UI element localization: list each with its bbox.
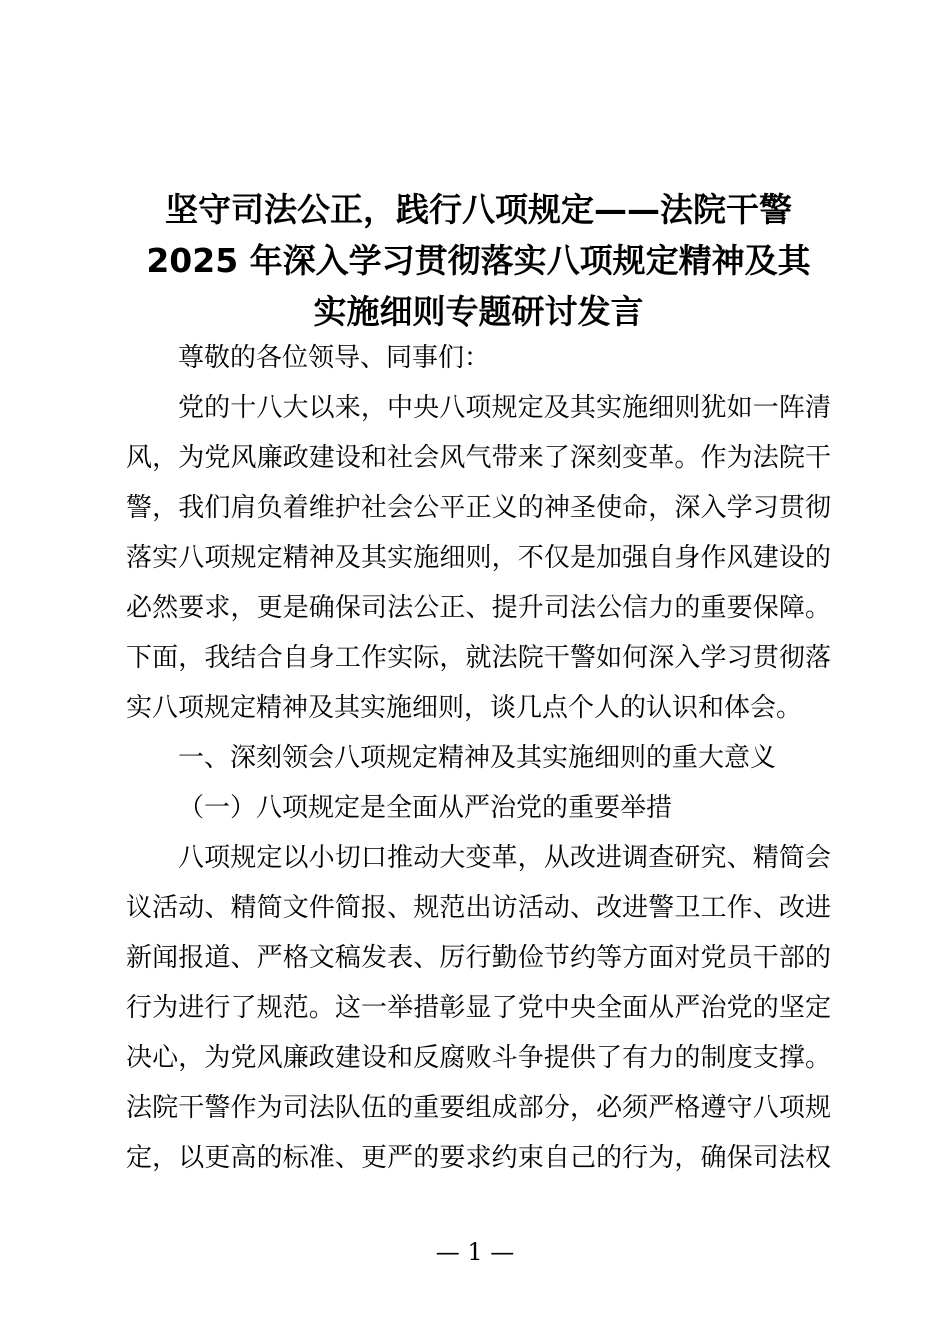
paragraph-line: 实八项规定精神及其实施细则，谈几点个人的认识和体会。 bbox=[126, 693, 803, 723]
paragraph-line: 议活动、精简文件简报、规范出访活动、改进警卫工作、改进 bbox=[126, 893, 831, 923]
paragraph-line: 落实八项规定精神及其实施细则，不仅是加强自身作风建设的 bbox=[126, 543, 831, 573]
section-heading: 一、深刻领会八项规定精神及其实施细则的重大意义 bbox=[178, 743, 777, 773]
paragraph-line: 必然要求，更是确保司法公正、提升司法公信力的重要保障。 bbox=[126, 593, 831, 623]
paragraph-line: 新闻报道、严格文稿发表、厉行勤俭节约等方面对党员干部的 bbox=[126, 943, 831, 973]
paragraph-line: 警，我们肩负着维护社会公平正义的神圣使命，深入学习贯彻 bbox=[126, 493, 831, 523]
salutation-paragraph bbox=[126, 333, 831, 383]
title-line: 坚守司法公正，践行八项规定——法院干警 bbox=[165, 190, 792, 229]
section-heading-paragraph bbox=[126, 733, 831, 783]
paragraph-line: 法院干警作为司法队伍的重要组成部分，必须严格遵守八项规 bbox=[126, 1093, 831, 1123]
paragraph-line: 党的十八大以来，中央八项规定及其实施细则犹如一阵清 bbox=[178, 393, 831, 423]
intro-paragraph bbox=[126, 383, 831, 733]
subsection-heading-paragraph bbox=[126, 783, 831, 833]
page-number: — 1 — bbox=[435, 1238, 515, 1266]
paragraph-line: 八项规定以小切口推动大变革，从改进调查研究、精简会 bbox=[178, 843, 831, 873]
subsection-heading: （一）八项规定是全面从严治党的重要举措 bbox=[178, 793, 673, 823]
paragraph-line: 行为进行了规范。这一举措彰显了党中央全面从严治党的坚定 bbox=[126, 993, 831, 1023]
document-body bbox=[126, 333, 831, 1183]
section-paragraph bbox=[126, 833, 831, 1183]
salutation: 尊敬的各位领导、同事们： bbox=[178, 343, 491, 373]
paragraph-line: 风，为党风廉政建设和社会风气带来了深刻变革。作为法院干 bbox=[126, 443, 831, 473]
paragraph-line: 决心，为党风廉政建设和反腐败斗争提供了有力的制度支撑。 bbox=[126, 1043, 831, 1073]
paragraph-line: 定，以更高的标准、更严的要求约束自己的行为，确保司法权 bbox=[126, 1143, 831, 1173]
document-title bbox=[126, 184, 831, 337]
title-line: 2025 年深入学习贯彻落实八项规定精神及其 bbox=[146, 241, 811, 280]
paragraph-line: 下面，我结合自身工作实际，就法院干警如何深入学习贯彻落 bbox=[126, 643, 831, 673]
title-line: 实施细则专题研讨发言 bbox=[313, 292, 644, 331]
